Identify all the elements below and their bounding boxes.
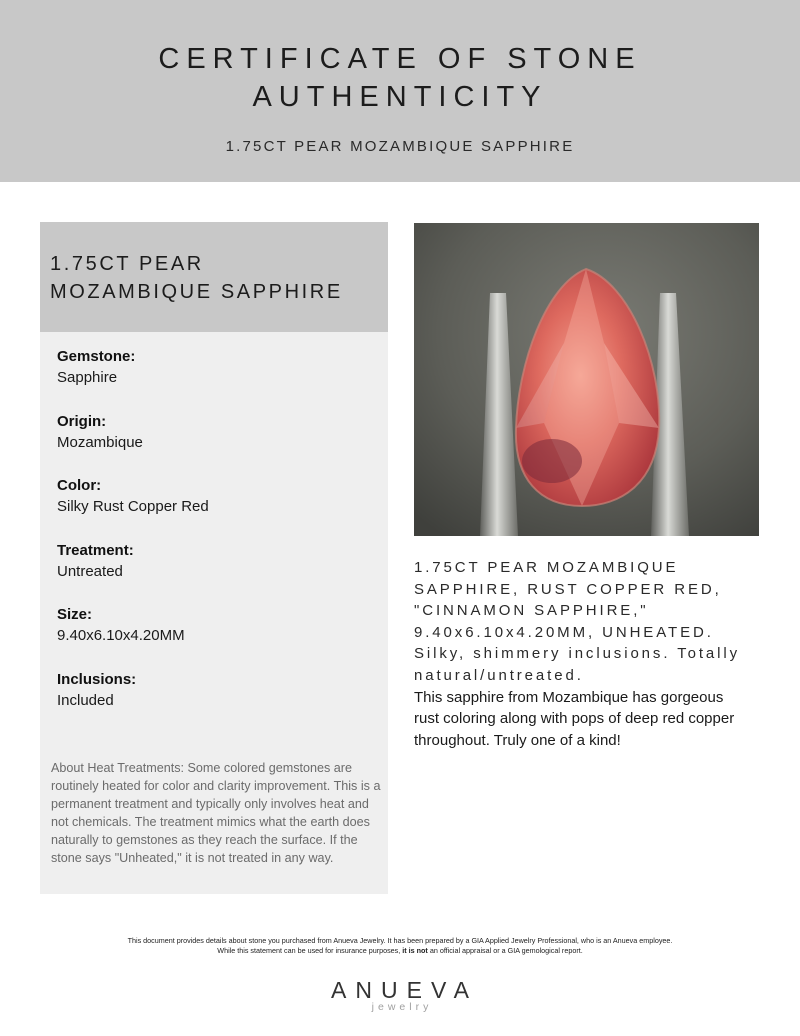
- spec-treatment: [57, 540, 377, 605]
- disclaimer-line-2-end: an official appraisal or a GIA gemological report.: [427, 946, 583, 955]
- spec-gemstone: [57, 346, 377, 411]
- certificate-header: [0, 0, 800, 182]
- gemstone-photo: [414, 223, 759, 536]
- stone-description: [414, 557, 744, 751]
- disclaimer-line-1: This document provides details about stone you purchased from Anueva Jewelry. It has been prepared by a GIA Applied Jewelry Professional, who is an Anueva employee.: [127, 936, 673, 945]
- title-line-2: AUTHENTICITY: [252, 81, 548, 113]
- brand-subtitle: jewelry: [371, 1001, 433, 1013]
- spec-value: Sapphire: [57, 369, 118, 386]
- description-body: This sapphire from Mozambique has gorgeous rust coloring along with pops of deep red copper throughout. Truly one of a kind!: [414, 688, 735, 749]
- spec-panel-title: [40, 222, 388, 332]
- title-line-1: CERTIFICATE OF STONE: [158, 43, 642, 75]
- spec-value: 9.40x6.10x4.20MM: [57, 627, 185, 644]
- spec-color: [57, 475, 377, 540]
- certificate-subtitle: 1.75CT PEAR MOZAMBIQUE SAPPHIRE: [225, 138, 575, 155]
- spec-panel: [40, 222, 388, 894]
- spec-label: Treatment:: [57, 541, 134, 559]
- spec-list: [57, 346, 377, 733]
- description-headline: 1.75CT PEAR MOZAMBIQUE SAPPHIRE, RUST COPPER RED, "CINNAMON SAPPHIRE," 9.40x6.10x4.20MM, UNHEATED. Silky, shimmery inclusions. Totally natural/untreated.: [414, 559, 741, 684]
- spec-label: Gemstone:: [57, 348, 136, 365]
- disclaimer-emphasis: it is not: [402, 946, 428, 955]
- gemstone-photo-icon: [414, 223, 759, 536]
- spec-origin: [57, 411, 377, 476]
- spec-label: Color:: [57, 477, 102, 494]
- disclaimer-line-2-start: While this statement can be used for insurance purposes,: [217, 946, 403, 955]
- spec-title-line-1: 1.75CT PEAR: [50, 253, 204, 275]
- spec-size: [57, 604, 377, 669]
- certificate-title: [0, 40, 800, 116]
- spec-value: Included: [57, 691, 114, 709]
- disclaimer-line-2: [0, 946, 800, 956]
- spec-value: Untreated: [57, 562, 123, 580]
- spec-label: Size:: [57, 606, 93, 623]
- spec-title-line-2: MOZAMBIQUE SAPPHIRE: [50, 281, 343, 303]
- spec-label: Inclusions:: [57, 670, 137, 688]
- spec-label: Origin:: [57, 412, 107, 430]
- spec-value: Silky Rust Copper Red: [57, 498, 209, 515]
- spec-inclusions: [57, 669, 377, 734]
- brand-logo: [0, 976, 800, 1013]
- brand-name: ANUEVA: [331, 977, 478, 1003]
- footer-disclaimer: [0, 936, 800, 956]
- spec-value: Mozambique: [57, 433, 143, 451]
- heat-treatment-note: About Heat Treatments: Some colored gemstones are routinely heated for color and clarity improvement. This is a permanent treatment and typically only involves heat and not chemicals. The treatment mimics what the earth does naturally to gemstones as they reach the surface. If the stone says "Unheated," it is not treated in any way.: [51, 761, 381, 865]
